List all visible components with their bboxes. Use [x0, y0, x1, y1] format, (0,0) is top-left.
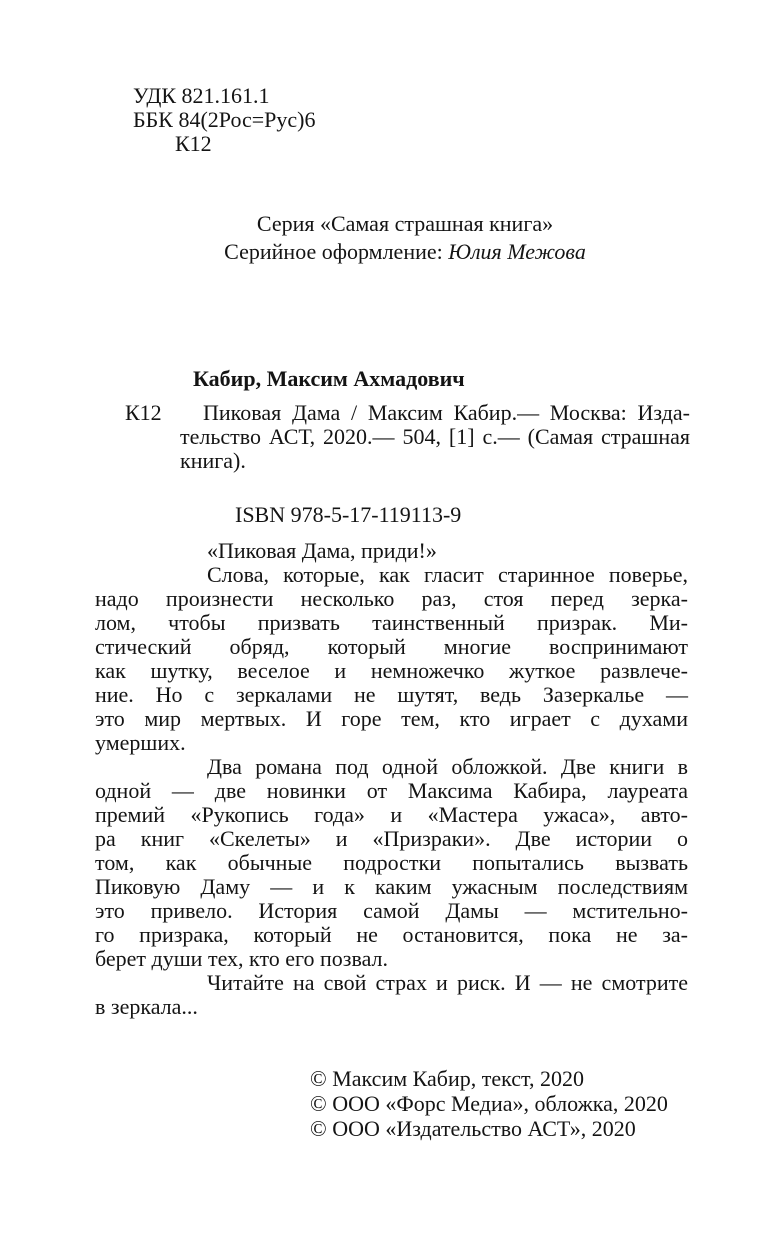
author-code-line: К12	[175, 131, 212, 156]
annotation-line: лом, чтобы призвать таинственный призрак. Ми-	[95, 610, 688, 635]
annotation-line: ра книг «Скелеты» и «Призраки». Две истории о	[95, 826, 688, 851]
author-heading: Кабир, Максим Ахмадович	[193, 366, 465, 391]
annotation-line: это мир мертвых. И горе тем, кто играет с духами	[95, 706, 688, 731]
bibliographic-codes	[133, 84, 316, 156]
annotation	[95, 539, 688, 1019]
annotation-paragraph	[95, 563, 688, 755]
annotation-line: стический обряд, который многие воспринимают	[95, 634, 688, 659]
annotation-line: это привело. История самой Дамы — мстительно-	[95, 898, 688, 923]
annotation-paragraph	[95, 539, 688, 563]
catalog-line: тельство АСТ, 2020.— 504, [1] с.— (Самая страшная	[180, 424, 690, 449]
bbk-line: ББК 84(2Рос=Рус)6	[133, 107, 316, 132]
annotation-line: «Пиковая Дама, приди!»	[207, 538, 437, 563]
catalog-line: Пиковая Дама / Максим Кабир.— Москва: Изда-	[203, 400, 690, 425]
copyright-line: © Максим Кабир, текст, 2020	[310, 1066, 585, 1091]
isbn-line: ISBN 978-5-17-119113-9	[235, 502, 462, 527]
annotation-line: Читайте на свой страх и риск. И — не смотрите	[207, 970, 688, 995]
annotation-line: го призрака, который не остановится, пока не за-	[95, 922, 688, 947]
catalog-code: К12	[125, 400, 162, 425]
annotation-line: ние. Но с зеркалами не шутят, ведь Зазеркалье —	[95, 682, 688, 707]
series-block	[120, 210, 690, 266]
annotation-line: Слова, которые, как гласит старинное поверье,	[207, 562, 688, 587]
copyright-line: © ООО «Форс Медиа», обложка, 2020	[310, 1091, 668, 1116]
annotation-line: премий «Рукопись года» и «Мастера ужаса», авто-	[95, 802, 688, 827]
annotation-line: Пиковую Даму — и к каким ужасным последствиям	[95, 874, 688, 899]
annotation-line: в зеркала...	[95, 994, 198, 1019]
annotation-line: надо произнести несколько раз, стоя перед зерка-	[95, 586, 688, 611]
series-designer-line	[120, 238, 690, 266]
series-designer-name: Юлия Межова	[448, 239, 586, 264]
series-title: Серия «Самая страшная книга»	[256, 211, 554, 236]
annotation-line: Два романа под одной обложкой. Две книги в	[207, 754, 688, 779]
annotation-line: том, как обычные подростки попытались вызвать	[95, 850, 688, 875]
annotation-line: одной — две новинки от Максима Кабира, лауреата	[95, 778, 688, 803]
annotation-line: как шутку, веселое и немножечко жуткое развлече-	[95, 658, 688, 683]
annotation-paragraph	[95, 755, 688, 971]
catalog-line: книга).	[180, 448, 246, 473]
catalog-text	[180, 401, 690, 473]
annotation-line: берет души тех, кто его позвал.	[95, 946, 389, 971]
udk-line: УДК 821.161.1	[133, 83, 270, 108]
annotation-paragraph	[95, 971, 688, 1019]
annotation-line: умерших.	[95, 730, 186, 755]
copyright-block	[310, 1066, 668, 1141]
catalog-entry	[125, 401, 690, 473]
series-designer-prefix: Серийное оформление:	[224, 239, 449, 264]
copyright-line: © ООО «Издательство АСТ», 2020	[310, 1116, 636, 1141]
